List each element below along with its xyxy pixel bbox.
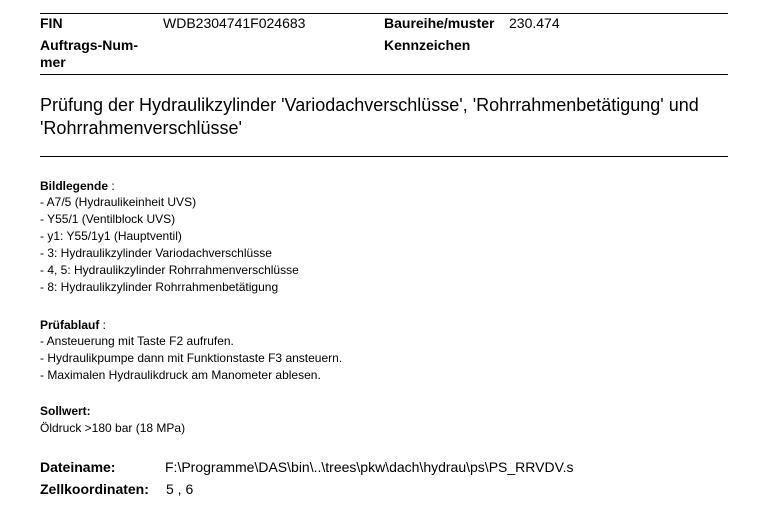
header-bottom-rule bbox=[40, 74, 728, 75]
zellkoordinaten-label: Zellkoordinaten: bbox=[40, 481, 149, 497]
auftrag-label-line2: mer bbox=[40, 54, 66, 70]
bildlegende-item: - A7/5 (Hydraulikeinheit UVS) bbox=[40, 195, 197, 209]
bildlegende-item: - 3: Hydraulikzylinder Variodachverschlüsse bbox=[40, 246, 272, 260]
bildlegende-item: - Y55/1 (Ventilblock UVS) bbox=[40, 212, 176, 226]
pruefablauf-item: - Ansteuerung mit Taste F2 aufrufen. bbox=[40, 334, 234, 348]
dateiname-label: Dateiname: bbox=[40, 459, 116, 475]
bildlegende-heading bbox=[40, 178, 115, 194]
baureihe-value: 230.474 bbox=[509, 15, 560, 31]
pruefablauf-colon: : bbox=[99, 318, 107, 332]
title-rule bbox=[40, 156, 728, 157]
pruefablauf-item: - Hydraulikpumpe dann mit Funktionstaste F3 ansteuern. bbox=[40, 351, 343, 365]
bildlegende-heading-text: Bildlegende bbox=[40, 179, 109, 193]
fin-value: WDB2304741F024683 bbox=[163, 15, 306, 31]
bildlegende-item: - y1: Y55/1y1 (Hauptventil) bbox=[40, 229, 182, 243]
pruefablauf-item: - Maximalen Hydraulikdruck am Manometer ablesen. bbox=[40, 368, 321, 382]
header-top-rule bbox=[40, 13, 728, 14]
bildlegende-colon: : bbox=[108, 179, 115, 193]
zellkoordinaten-value: 5 , 6 bbox=[166, 481, 194, 497]
pruefablauf-heading-text: Prüfablauf bbox=[40, 318, 100, 332]
auftrag-label-line1: Auftrags-Num- bbox=[40, 37, 138, 53]
bildlegende-item: - 4, 5: Hydraulikzylinder Rohrrahmenverschlüsse bbox=[40, 263, 299, 277]
baureihe-label: Baureihe/muster bbox=[384, 15, 495, 31]
page-title: Prüfung der Hydraulikzylinder 'Variodachverschlüsse', 'Rohrrahmenbetätigung' und 'Rohrrahmenverschlüsse' bbox=[40, 95, 699, 138]
fin-label: FIN bbox=[40, 15, 63, 31]
sollwert-value: Öldruck >180 bar (18 MPa) bbox=[40, 421, 186, 435]
kennzeichen-label: Kennzeichen bbox=[384, 37, 471, 53]
pruefablauf-heading bbox=[40, 317, 106, 333]
sollwert-heading: Sollwert: bbox=[40, 404, 91, 418]
dateiname-value: F:\Programme\DAS\bin\..\trees\pkw\dach\hydrau\ps\PS_RRVDV.s bbox=[165, 459, 574, 475]
bildlegende-item: - 8: Hydraulikzylinder Rohrrahmenbetätigung bbox=[40, 280, 279, 294]
